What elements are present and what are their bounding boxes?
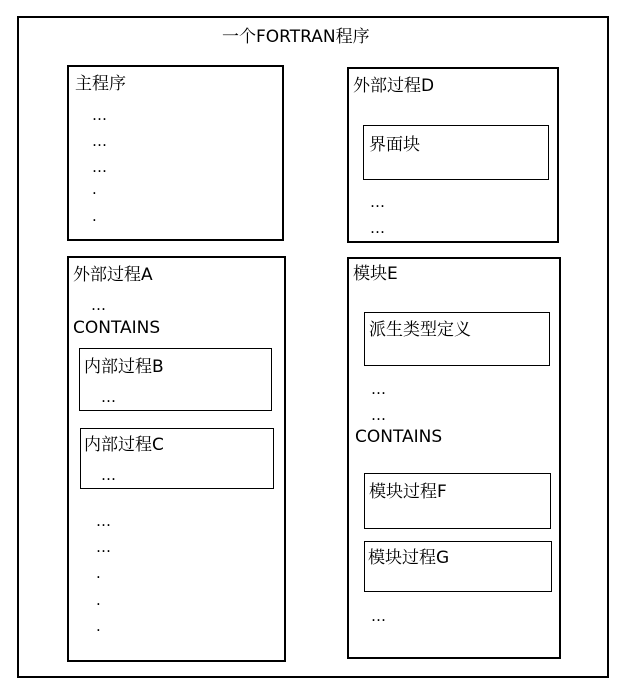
internal-procedure-c-dots: … [101, 466, 116, 484]
main-program-line: . [92, 180, 97, 198]
external-procedure-d-label: 外部过程D [353, 76, 435, 96]
external-procedure-a-line: . [96, 591, 101, 609]
interface-block-label: 界面块 [369, 135, 420, 155]
external-procedure-a-line: … [96, 512, 111, 530]
main-program-line: … [92, 158, 107, 176]
main-program-label: 主程序 [75, 74, 126, 94]
internal-procedure-c-label: 内部过程C [84, 435, 164, 455]
external-procedure-a-contains: CONTAINS [73, 318, 161, 338]
external-procedure-a-line: . [96, 617, 101, 635]
main-program-line: . [92, 207, 97, 225]
module-e-label: 模块E [353, 264, 398, 284]
module-procedure-g-label: 模块过程G [368, 548, 450, 568]
external-procedure-a-line: … [96, 538, 111, 556]
module-e-line: … [371, 380, 386, 398]
module-e-contains: CONTAINS [355, 427, 443, 447]
external-procedure-a-dots: … [91, 296, 106, 314]
external-procedure-a-line: . [96, 564, 101, 582]
external-procedure-d-line: … [370, 219, 385, 237]
derived-type-label: 派生类型定义 [369, 320, 471, 340]
internal-procedure-b-label: 内部过程B [84, 357, 164, 377]
main-program-line: … [92, 132, 107, 150]
external-procedure-a-label: 外部过程A [73, 265, 153, 285]
module-procedure-f-label: 模块过程F [369, 482, 447, 502]
module-e-end-dots: … [371, 607, 386, 625]
internal-procedure-b-dots: … [101, 388, 116, 406]
module-e-line: … [371, 406, 386, 424]
main-program-line: … [92, 106, 107, 124]
external-procedure-d-line: … [370, 193, 385, 211]
program-title: 一个FORTRAN程序 [222, 27, 370, 47]
